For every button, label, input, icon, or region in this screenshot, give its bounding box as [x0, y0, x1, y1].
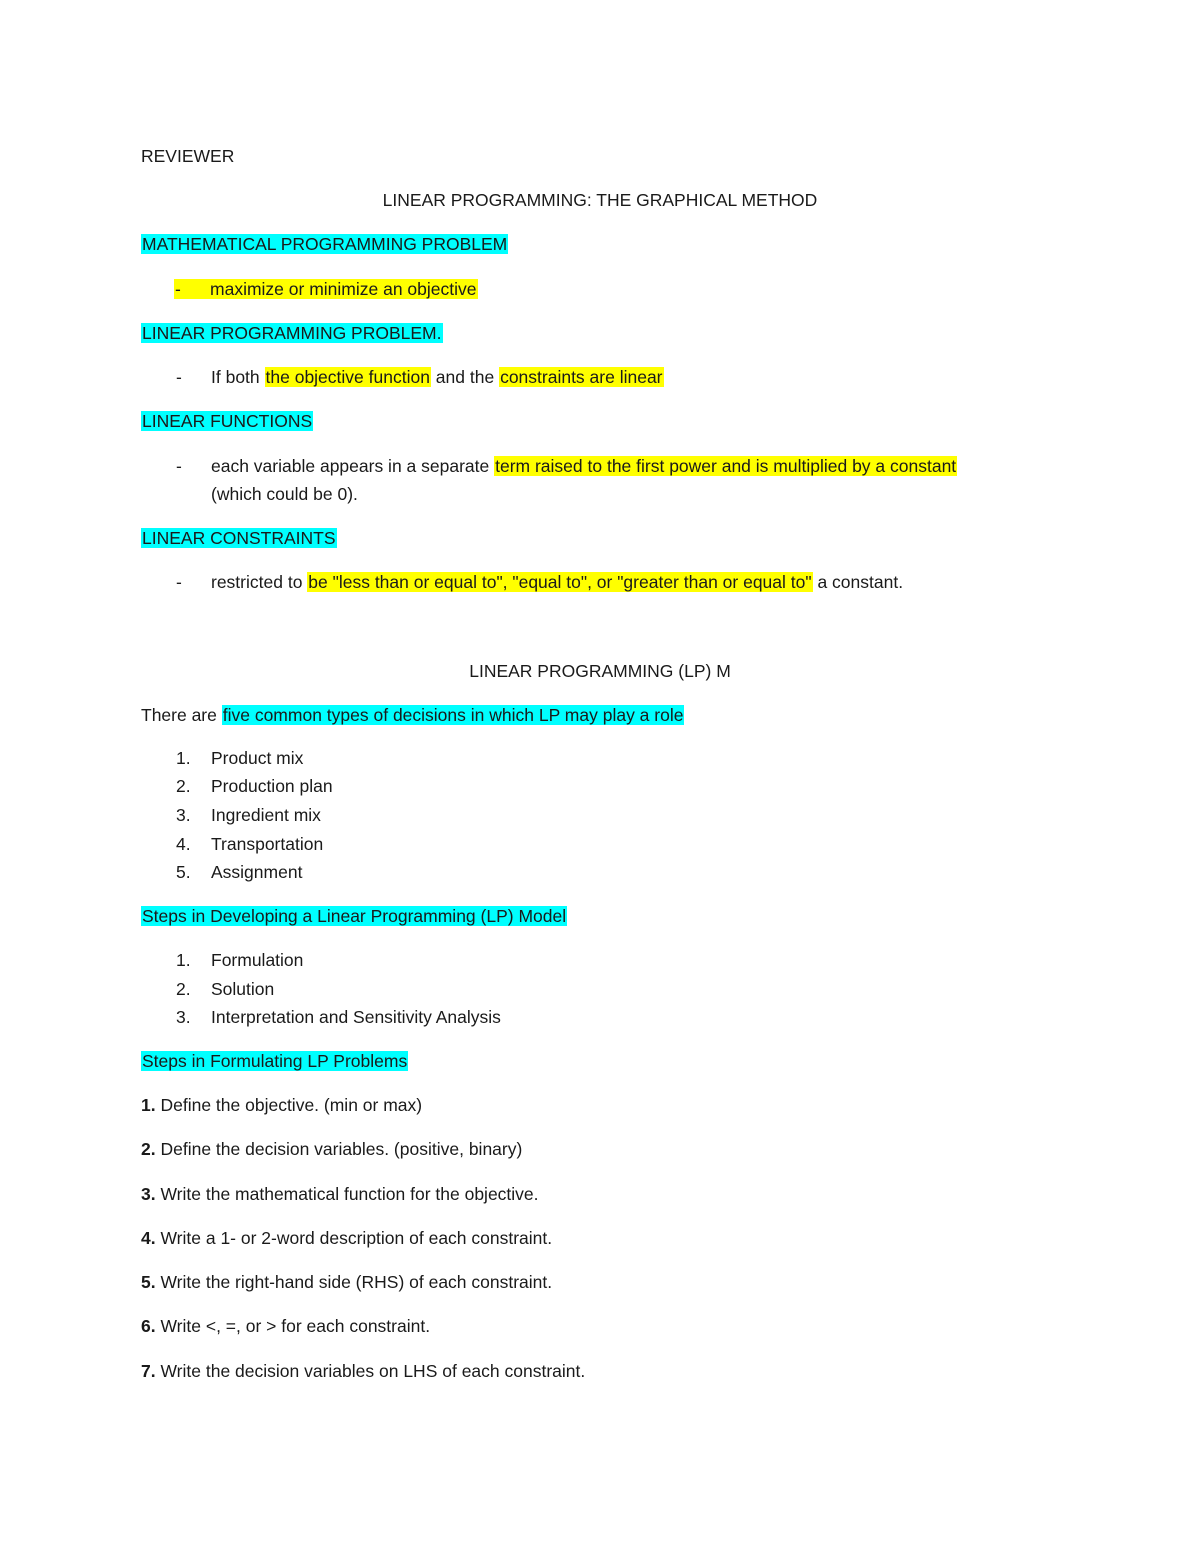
step-number: 4. — [141, 1228, 156, 1248]
step-number: 3. — [141, 1184, 156, 1204]
step-text: Write a 1- or 2-word description of each constraint. — [155, 1228, 553, 1248]
list-item — [141, 1181, 1080, 1207]
list-number: 5. — [176, 862, 191, 882]
list-number: 1. — [176, 950, 191, 970]
highlight-yellow: constraints are linear — [500, 367, 663, 387]
highlight-cyan: Steps in Developing a Linear Programming (LP) Model — [142, 906, 567, 926]
bullet-text: maximize or minimize an objective — [210, 279, 477, 299]
list-item: Formulation — [211, 950, 304, 970]
step-text: Write <, =, or > for each constraint. — [155, 1316, 431, 1336]
text-run: and the — [430, 367, 500, 387]
text-run: If both — [211, 367, 265, 387]
list-item — [141, 1225, 1080, 1251]
bullet-lp-problem — [211, 364, 664, 390]
highlight-cyan: MATHEMATICAL PROGRAMMING PROBLEM — [142, 234, 508, 254]
highlight-yellow — [174, 279, 478, 299]
step-number: 2. — [141, 1139, 156, 1159]
bullet-dash: - — [176, 367, 182, 387]
lp-model-title: LINEAR PROGRAMMING (LP) M — [469, 661, 731, 681]
step-number: 5. — [141, 1272, 156, 1292]
list-item: Assignment — [211, 862, 303, 882]
step-text: Write the decision variables on LHS of each constraint. — [155, 1361, 586, 1381]
text-run: each variable appears in a separate — [211, 456, 495, 476]
list-number: 4. — [176, 834, 191, 854]
bullet-dash: - — [176, 572, 182, 592]
highlight-cyan: LINEAR CONSTRAINTS — [142, 528, 336, 548]
step-number: 1. — [141, 1095, 156, 1115]
step-text: Write the mathematical function for the objective. — [155, 1184, 539, 1204]
highlight-yellow: term raised to the first power and is multiplied by a constant — [495, 456, 957, 476]
list-item — [141, 1092, 1080, 1118]
bullet-math-prog — [174, 276, 1080, 302]
section-header-linear-constraints — [141, 525, 1080, 551]
highlight-cyan: LINEAR FUNCTIONS — [142, 411, 313, 431]
highlight-cyan: Steps in Formulating LP Problems — [142, 1051, 408, 1071]
bullet-linear-functions-cont: (which could be 0). — [211, 484, 358, 504]
step-number: 6. — [141, 1316, 156, 1336]
bullet-dash: - — [175, 279, 181, 299]
list-number: 2. — [176, 776, 191, 796]
bullet-dash: - — [176, 456, 182, 476]
list-item — [141, 1313, 1080, 1339]
text-run: restricted to — [211, 572, 308, 592]
section-header-linear-functions — [141, 408, 1080, 434]
lp-model-intro — [141, 702, 1080, 728]
list-number: 3. — [176, 1007, 191, 1027]
list-item: Interpretation and Sensitivity Analysis — [211, 1007, 501, 1027]
doc-title: LINEAR PROGRAMMING: THE GRAPHICAL METHOD — [382, 190, 818, 210]
list-item — [141, 1358, 1080, 1384]
bullet-linear-functions — [211, 453, 957, 479]
list-item — [141, 1269, 1080, 1295]
list-number: 3. — [176, 805, 191, 825]
step-text: Define the decision variables. (positive, binary) — [155, 1139, 523, 1159]
highlight-cyan: LINEAR PROGRAMMING PROBLEM. — [142, 323, 442, 343]
list-item: Product mix — [211, 748, 304, 768]
highlight-yellow: the objective function — [265, 367, 430, 387]
list-item: Solution — [211, 979, 275, 999]
step-text: Write the right-hand side (RHS) of each constraint. — [155, 1272, 553, 1292]
step-text: Define the objective. (min or max) — [155, 1095, 423, 1115]
section-header-lp-problem — [141, 320, 1080, 346]
highlight-yellow: be "less than or equal to", "equal to", or "greater than or equal to" — [308, 572, 812, 592]
list-number: 1. — [176, 748, 191, 768]
list-item: Transportation — [211, 834, 324, 854]
list-number: 2. — [176, 979, 191, 999]
steps-dev-header — [141, 903, 1080, 929]
bullet-linear-constraints — [211, 569, 903, 595]
list-item: Ingredient mix — [211, 805, 321, 825]
doc-heading: REVIEWER — [141, 146, 235, 166]
section-header-math-prog — [141, 231, 1080, 257]
text-run: There are — [141, 705, 222, 725]
text-run: a constant. — [812, 572, 904, 592]
step-number: 7. — [141, 1361, 156, 1381]
highlight-cyan: five common types of decisions in which LP may play a role — [222, 705, 684, 725]
list-item — [141, 1136, 1080, 1162]
list-item: Production plan — [211, 776, 333, 796]
steps-form-header — [141, 1048, 1080, 1074]
